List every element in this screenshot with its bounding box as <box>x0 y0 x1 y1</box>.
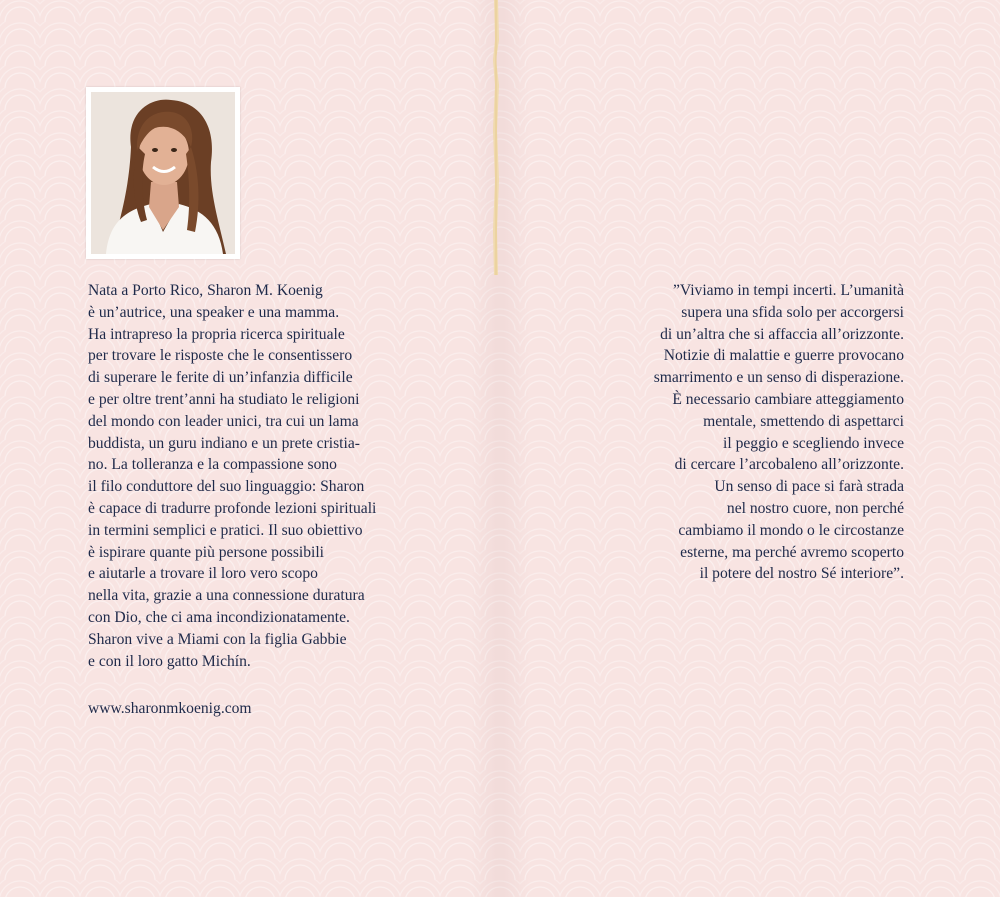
quote-line: cambiamo il mondo o le circostanze <box>678 521 904 539</box>
quote-line: esterne, ma perché avremo scoperto <box>680 543 904 561</box>
bio-line: Ha intrapreso la propria ricerca spirituale <box>88 325 345 343</box>
author-photo <box>91 92 235 254</box>
quote-line: il peggio e scegliendo invece <box>723 434 904 452</box>
quote-line: ”Viviamo in tempi incerti. L’umanità <box>672 282 904 299</box>
quote-line: Notizie di malattie e guerre provocano <box>663 347 904 365</box>
bio-line: del mondo con leader unici, tra cui un lama <box>88 412 359 430</box>
author-quote <box>564 280 904 585</box>
quote-line: di un’altra che si affaccia all’orizzonte. <box>660 325 904 343</box>
author-portrait-icon <box>91 92 235 254</box>
bio-line: per trovare le risposte che le consentissero <box>88 347 353 365</box>
author-website: www.sharonmkoenig.com <box>88 700 252 717</box>
bio-line: buddista, un guru indiano e un prete cristia- <box>88 434 360 452</box>
bio-line: di superare le ferite di un’infanzia difficile <box>88 369 353 387</box>
bio-line: il filo conduttore del suo linguaggio: Sharon <box>88 478 365 496</box>
author-photo-frame <box>86 87 240 259</box>
quote-line: il potere del nostro Sé interiore”. <box>699 565 904 583</box>
right-page <box>500 0 1000 897</box>
quote-line: di cercare l’arcobaleno all’orizzonte. <box>674 456 904 474</box>
bio-line: e per oltre trent’anni ha studiato le religioni <box>88 390 360 408</box>
bio-line: in termini semplici e pratici. Il suo obiettivo <box>88 521 363 539</box>
quote-line: nel nostro cuore, non perché <box>726 499 904 517</box>
quote-line: È necessario cambiare atteggiamento <box>672 390 904 408</box>
bio-line: nella vita, grazie a una connessione duratura <box>88 587 365 605</box>
quote-line: smarrimento e un senso di disperazione. <box>653 369 904 387</box>
bio-line: no. La tolleranza e la compassione sono <box>88 456 337 474</box>
quote-line: mentale, smettendo di aspettarci <box>703 412 904 430</box>
bio-line: e aiutarle a trovare il loro vero scopo <box>88 565 318 583</box>
bio-line: è un’autrice, una speaker e una mamma. <box>88 303 340 321</box>
bio-line: Nata a Porto Rico, Sharon M. Koenig <box>88 282 323 299</box>
bio-line: e con il loro gatto Michín. <box>88 652 251 670</box>
bio-line: è ispirare quante più persone possibili <box>88 543 325 561</box>
bio-line: con Dio, che ci ama incondizionatamente. <box>88 608 350 626</box>
author-bio <box>88 280 428 672</box>
bio-line: è capace di tradurre profonde lezioni spirituali <box>88 499 377 517</box>
quote-line: Un senso di pace si farà strada <box>714 478 904 496</box>
bio-line: Sharon vive a Miami con la figlia Gabbie <box>88 630 347 648</box>
quote-line: supera una sfida solo per accorgersi <box>681 303 904 321</box>
